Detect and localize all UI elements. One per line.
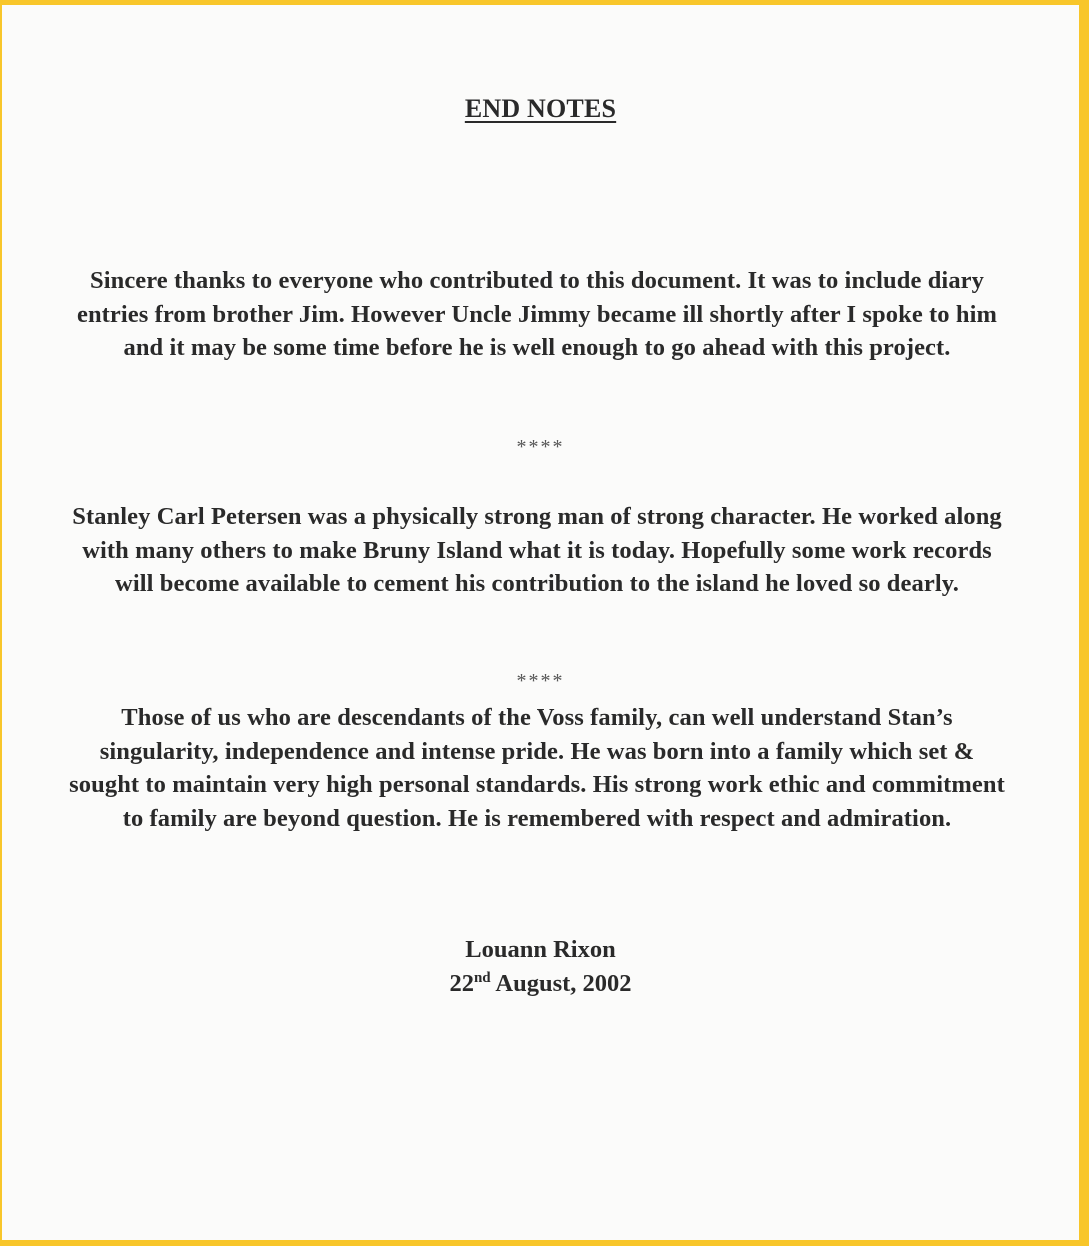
date-rest: August, 2002 <box>490 970 632 997</box>
section-separator: **** <box>516 436 565 458</box>
signature-name: Louann Rixon <box>465 936 616 963</box>
paragraph-thanks: Sincere thanks to everyone who contributed to this document. It was to include diary entries from brother Jim. However Uncle Jimmy became ill shortly after I spoke to him and it may be some time before he is well enough to go ahead with this project. <box>76 267 998 361</box>
date-suffix: nd <box>473 970 491 986</box>
document-page <box>2 5 1079 1240</box>
section-separator: **** <box>516 670 565 692</box>
date-day: 22 <box>449 970 474 997</box>
signature-block <box>2 933 1079 1001</box>
page-title: END NOTES <box>464 94 617 123</box>
paragraph-voss-family: Those of us who are descendants of the Voss family, can well understand Stan’s singularity, independence and intense pride. He was born into a family which set & sought to maintain very high personal standards. His strong work ethic and commitment to family are beyond question. He is remembered with respect and admiration. <box>69 704 1005 832</box>
paragraph-stanley: Stanley Carl Petersen was a physically strong man of strong character. He worked along with many others to make Bruny Island what it is today. Hopefully some work records will become available to cement his contribution to the island he loved so dearly. <box>72 503 1002 597</box>
signature-date <box>2 967 1079 1001</box>
